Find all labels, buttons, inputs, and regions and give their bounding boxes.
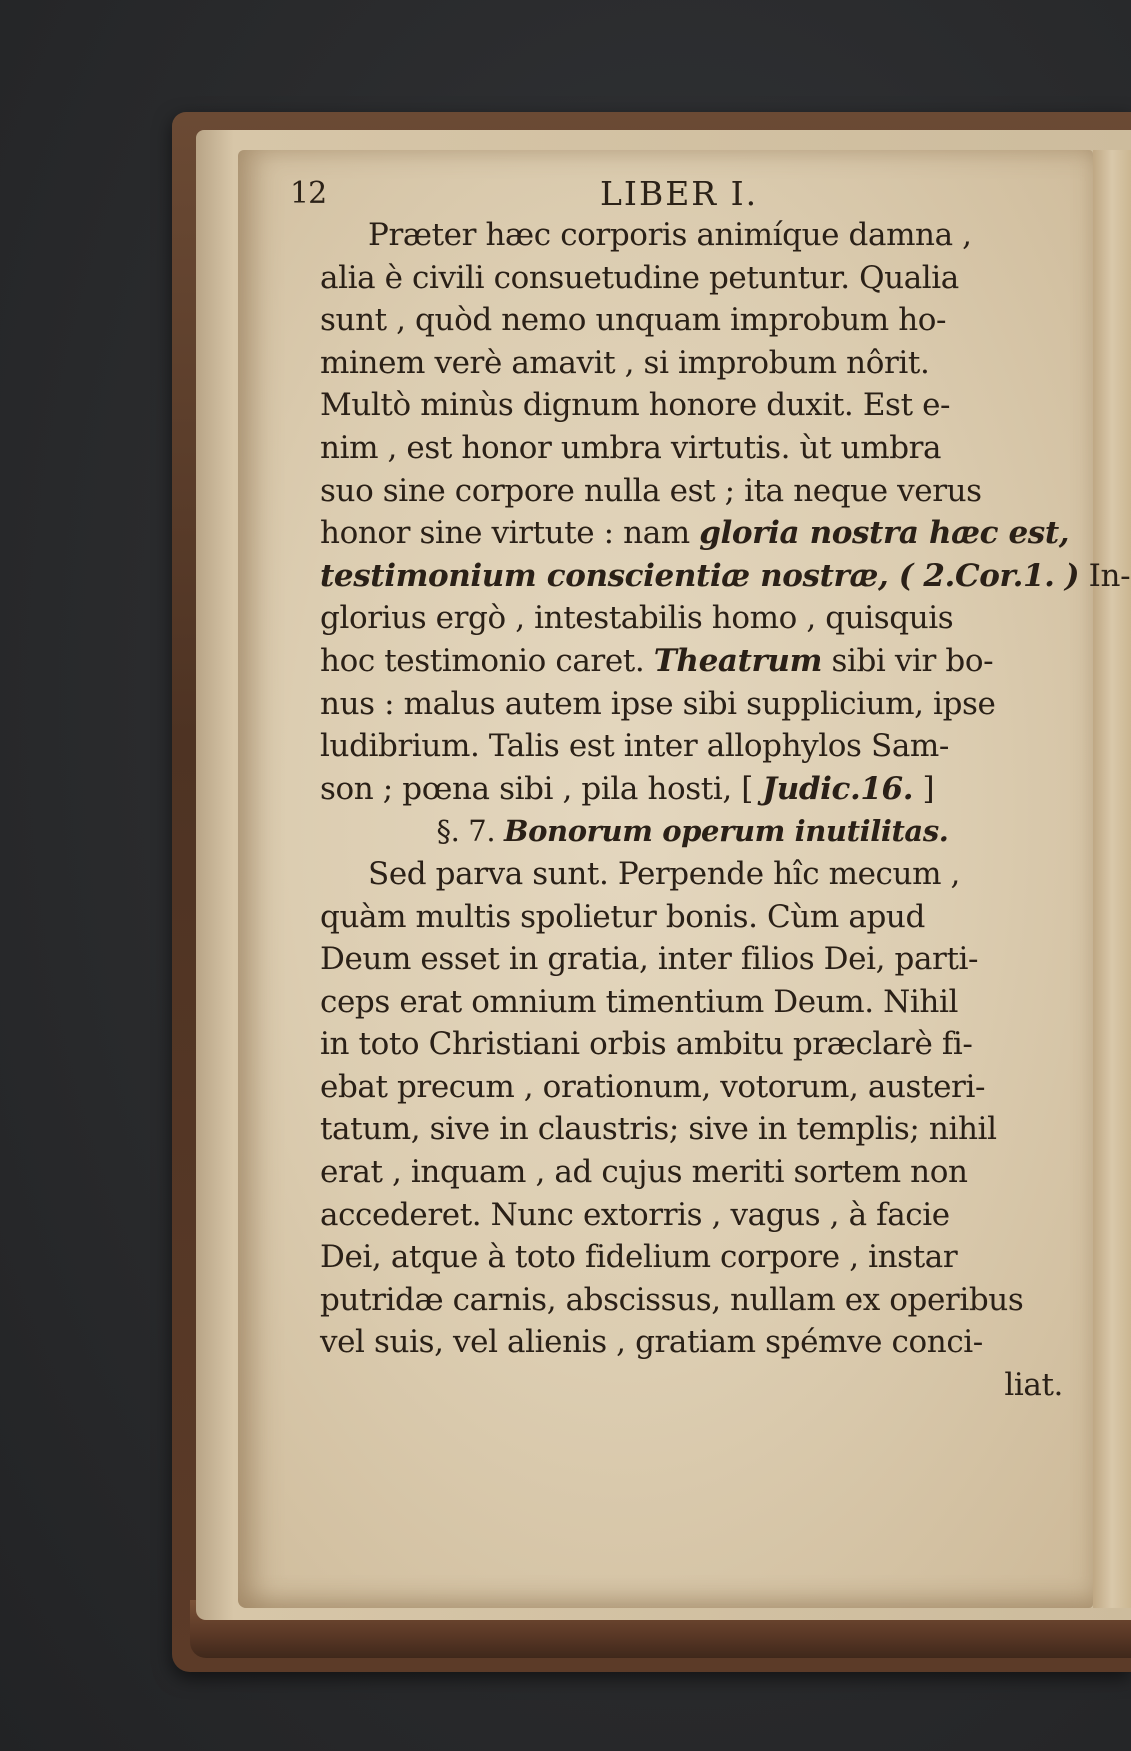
italic-text: Theatrum <box>653 642 822 679</box>
text-line: nim , est honor umbra virtutis. ùt umbra <box>320 429 942 466</box>
text-line: quàm multis spolietur bonis. Cùm apud <box>320 898 925 935</box>
page-number: 12 <box>290 176 327 211</box>
text-line: glorius ergò , intestabilis homo , quisquis <box>320 600 954 637</box>
text-line: Deum esset in gratia, inter filios Dei, parti- <box>320 941 979 978</box>
facing-page-edge <box>1093 150 1131 1608</box>
text-line: testimonium conscientiæ nostræ, ( 2.Cor.1. ) In- <box>320 557 1131 594</box>
text-line: nus : malus autem ipse sibi supplicium, ipse <box>320 685 996 722</box>
body-text <box>320 214 1131 1407</box>
text-line: Sed parva sunt. Perpende hîc mecum , <box>368 855 960 892</box>
text-line: ludibrium. Talis est inter allophylos Sam- <box>320 728 949 765</box>
text-line: ebat precum , orationum, votorum, austeri- <box>320 1068 986 1105</box>
text-line: ceps erat omnium timentium Deum. Nihil <box>320 983 958 1020</box>
section-heading: §. 7. Bonorum operum inutilitas. <box>436 814 949 849</box>
book-section-title: LIBER I. <box>600 174 759 213</box>
text-line: putridæ carnis, abscissus, nullam ex operibus <box>320 1281 1024 1318</box>
text-line: in toto Christiani orbis ambitu præclarè fi- <box>320 1026 973 1063</box>
text-line: minem verè amavit , si improbum nôrit. <box>320 344 930 381</box>
section-heading-title: Bonorum operum inutilitas. <box>503 814 949 849</box>
italic-citation: Judic.16. <box>762 770 914 807</box>
text-line: hoc testimonio caret. Theatrum sibi vir bo- <box>320 642 994 679</box>
italic-citation: testimonium conscientiæ nostræ, ( 2.Cor.1. ) <box>320 557 1080 594</box>
italic-text: gloria nostra hæc est, <box>699 515 1070 552</box>
catchword-line: liat. <box>1004 1367 1063 1404</box>
text-line: honor sine virtute : nam gloria nostra hæc est, <box>320 515 1070 552</box>
text-line: Multò minùs dignum honore duxit. Est e- <box>320 387 951 424</box>
text-line: sunt , quòd nemo unquam improbum ho- <box>320 302 947 339</box>
text-line: Dei, atque à toto fidelium corpore , instar <box>320 1239 958 1276</box>
text-line: Præter hæc corporis animíque damna , <box>368 217 972 253</box>
text-line: erat , inquam , ad cujus meriti sortem non <box>320 1154 968 1191</box>
text-line: tatum, sive in claustris; sive in templis; nihil <box>320 1111 997 1148</box>
text-line: alia è civili consuetudine petuntur. Qualia <box>320 259 959 296</box>
text-line: accederet. Nunc extorris , vagus , à facie <box>320 1196 950 1233</box>
text-line: suo sine corpore nulla est ; ita neque verus <box>320 472 982 509</box>
text-line: vel suis, vel alienis , gratiam spémve conci- <box>320 1324 983 1361</box>
text-line: son ; pœna sibi , pila hosti, [ Judic.16. ] <box>320 770 935 807</box>
